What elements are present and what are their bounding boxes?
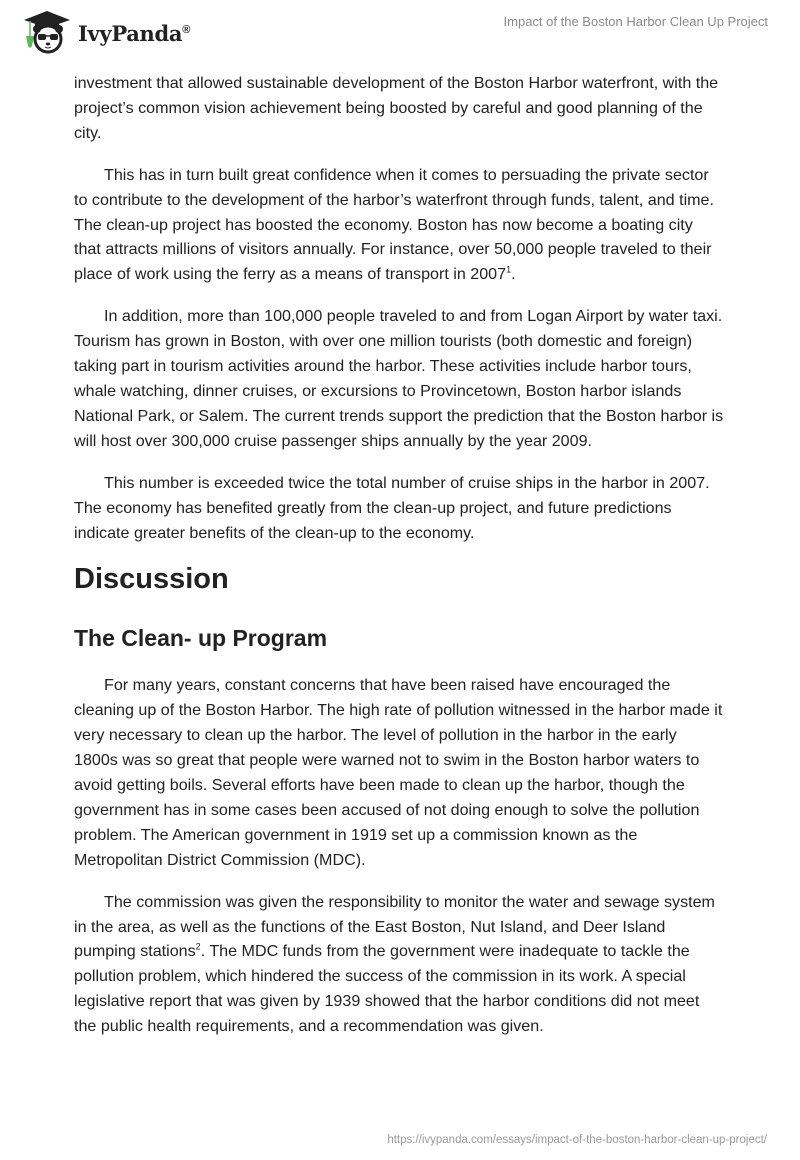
section-heading: Discussion <box>74 563 229 596</box>
footnote-ref[interactable]: 2 <box>195 942 201 953</box>
paragraph: For many years, constant concerns that have been raised have encouraged the cleaning up of the Boston Harbor. The high rate of pollution witnessed in the harbor made it very necessary to clean up the harbor. The level of pollution in the harbor in the early 1800s was so great that people were warned not to swim in the Boston harbor waters to avoid getting boils. Several efforts have been made to clean up the harbor, though the government has in some cases been accused of not doing enough to solve the pollution problem. The American government in 1919 set up a commission known as the Metropolitan District Commission (MDC). <box>74 676 723 869</box>
paragraph: In addition, more than 100,000 people traveled to and from Logan Airport by water taxi. Tourism has grown in Boston, with over one million tourists (both domestic and foreign) taking part in tourism activities around the harbor. These activities include harbor tours, whale watching, dinner cruises, or excursions to Provincetown, Boston harbor islands National Park, or Salem. The current trends support the prediction that the Boston harbor is will host over 300,000 cruise passenger ships annually by the year 2009. <box>74 307 724 450</box>
footnote-ref[interactable]: 1 <box>506 264 512 275</box>
subsection-heading: The Clean- up Program <box>74 625 328 652</box>
page-header <box>0 0 800 60</box>
brand-name: IvyPanda® <box>78 20 191 46</box>
document-title: Impact of the Boston Harbor Clean Up Project <box>503 14 768 29</box>
source-url[interactable]: https://ivypanda.com/essays/impact-of-the-boston-harbor-clean-up-project/ <box>387 1134 767 1146</box>
ivypanda-logo[interactable] <box>20 8 190 54</box>
paragraph: The commission was given the responsibility to monitor the water and sewage system in the area, as well as the functions of the East Boston, Nut Island, and Deer Island pumping stations$^2$. The MDC funds from the government were inadequate to tackle the pollution problem, which hindered the success of the commission in its work. A special legislative report that was given by 1939 showed that the harbor conditions did not meet the public health requirements, and a recommendation was given. <box>74 892 715 1036</box>
paragraph: This number is exceeded twice the total number of cruise ships in the harbor in 2007. The economy has benefited greatly from the clean-up project, and future predictions indicate greater benefits of the clean-up to the economy. <box>74 473 710 542</box>
essay-content <box>74 71 724 1056</box>
panda-graduate-icon <box>20 8 74 54</box>
paragraph: This has in turn built great confidence when it comes to persuading the private sector to contribute to the development of the harbor’s waterfront through funds, talent, and time. The clean-up project has boosted the economy. Boston has now become a boating city that attracts millions of visitors annually. For instance, over 50,000 people traveled to their place of work using the ferry as a means of transport in 2007$^1$. <box>74 165 714 284</box>
paragraph: investment that allowed sustainable development of the Boston Harbor waterfront, with the project’s common vision achievement being boosted by careful and good planning of the city. <box>74 74 719 142</box>
